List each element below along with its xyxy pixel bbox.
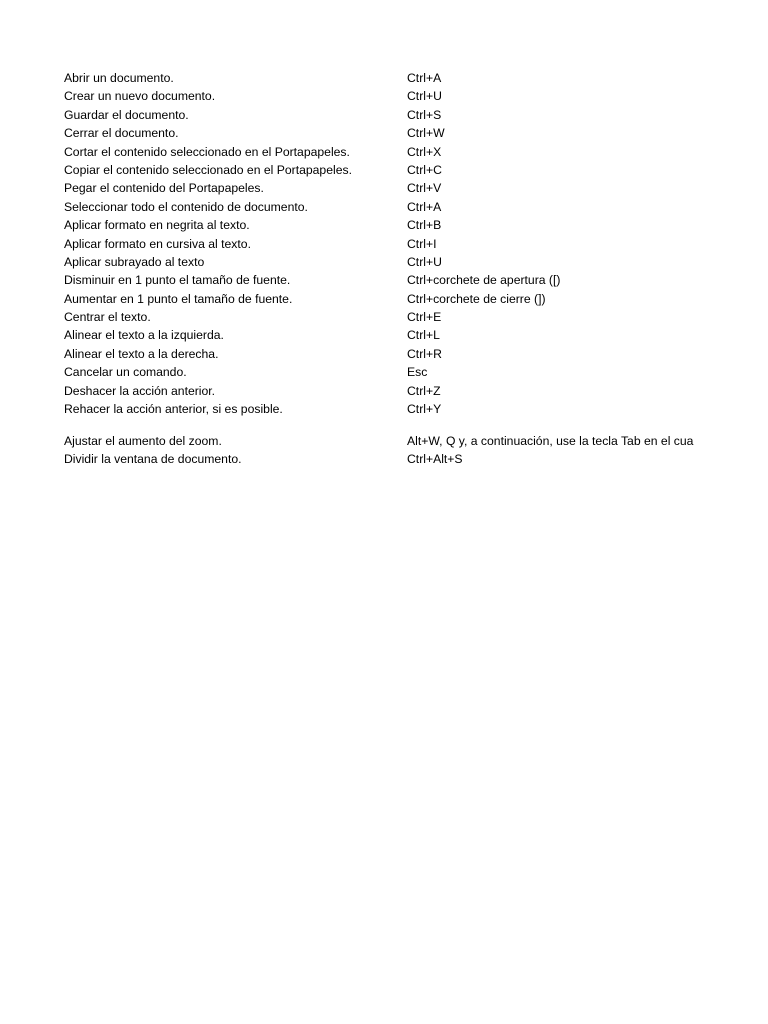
table-row [64, 400, 768, 418]
shortcut-text: Ctrl+X [407, 144, 442, 159]
table-row [64, 253, 768, 271]
action-text: Alinear el texto a la izquierda. [64, 328, 224, 343]
table-row [64, 308, 768, 326]
action-text: Dividir la ventana de documento. [64, 451, 242, 466]
shortcut-text: Ctrl+B [407, 218, 442, 233]
shortcut-text: Ctrl+I [407, 236, 437, 251]
table-row [64, 271, 768, 289]
shortcut-text: Ctrl+corchete de apertura ([) [407, 273, 561, 288]
table-row [64, 87, 768, 105]
action-text: Aplicar formato en cursiva al texto. [64, 236, 251, 251]
table-row [64, 290, 768, 308]
shortcut-text: Ctrl+E [407, 310, 442, 325]
action-text: Ajustar el aumento del zoom. [64, 433, 222, 448]
action-text: Crear un nuevo documento. [64, 89, 216, 104]
shortcut-text: Ctrl+V [407, 181, 442, 196]
table-row [64, 235, 768, 253]
shortcut-text: Ctrl+A [407, 71, 442, 85]
action-text: Aplicar formato en negrita al texto. [64, 218, 250, 233]
action-text: Cerrar el documento. [64, 126, 179, 141]
table-row [64, 432, 768, 450]
action-text: Cancelar un comando. [64, 365, 187, 380]
shortcut-text: Ctrl+L [407, 328, 440, 343]
shortcut-text: Ctrl+Y [407, 402, 442, 417]
table-row [64, 143, 768, 161]
action-text: Deshacer la acción anterior. [64, 383, 216, 398]
table-row [64, 345, 768, 363]
action-text: Abrir un documento. [64, 71, 174, 85]
shortcut-text: Ctrl+A [407, 199, 442, 214]
action-text: Centrar el texto. [64, 310, 151, 325]
action-text: Seleccionar todo el contenido de documento. [64, 199, 308, 214]
shortcut-text: Ctrl+Alt+S [407, 451, 463, 466]
action-text: Aplicar subrayado al texto [64, 254, 205, 269]
action-text: Disminuir en 1 punto el tamaño de fuente. [64, 273, 291, 288]
table-row [64, 216, 768, 234]
shortcut-text: Ctrl+S [407, 107, 442, 122]
shortcut-table [64, 69, 768, 468]
table-row [64, 161, 768, 179]
action-text: Cortar el contenido seleccionado en el Portapapeles. [64, 144, 350, 159]
shortcut-text: Ctrl+R [407, 346, 442, 361]
action-text: Copiar el contenido seleccionado en el Portapapeles. [64, 162, 352, 177]
shortcut-text: Ctrl+U [407, 89, 442, 104]
shortcut-text: Ctrl+W [407, 126, 445, 141]
table-row [64, 179, 768, 197]
shortcut-text: Ctrl+U [407, 254, 442, 269]
table-row [64, 363, 768, 381]
action-text: Aumentar en 1 punto el tamaño de fuente. [64, 291, 293, 306]
action-text: Rehacer la acción anterior, si es posible. [64, 402, 283, 417]
table-row [64, 69, 768, 87]
shortcut-text: Alt+W, Q y, a continuación, use la tecla Tab en el cua [407, 433, 694, 448]
shortcut-text: Ctrl+Z [407, 383, 441, 398]
table-row [64, 124, 768, 142]
shortcut-text: Esc [407, 365, 428, 380]
shortcut-text: Ctrl+C [407, 162, 442, 177]
table-row [64, 450, 768, 468]
action-text: Pegar el contenido del Portapapeles. [64, 181, 264, 196]
table-row [64, 382, 768, 400]
table-row [64, 198, 768, 216]
table-row [64, 326, 768, 344]
action-text: Guardar el documento. [64, 107, 189, 122]
table-row [64, 106, 768, 124]
action-text: Alinear el texto a la derecha. [64, 346, 219, 361]
shortcut-text: Ctrl+corchete de cierre (]) [407, 291, 546, 306]
